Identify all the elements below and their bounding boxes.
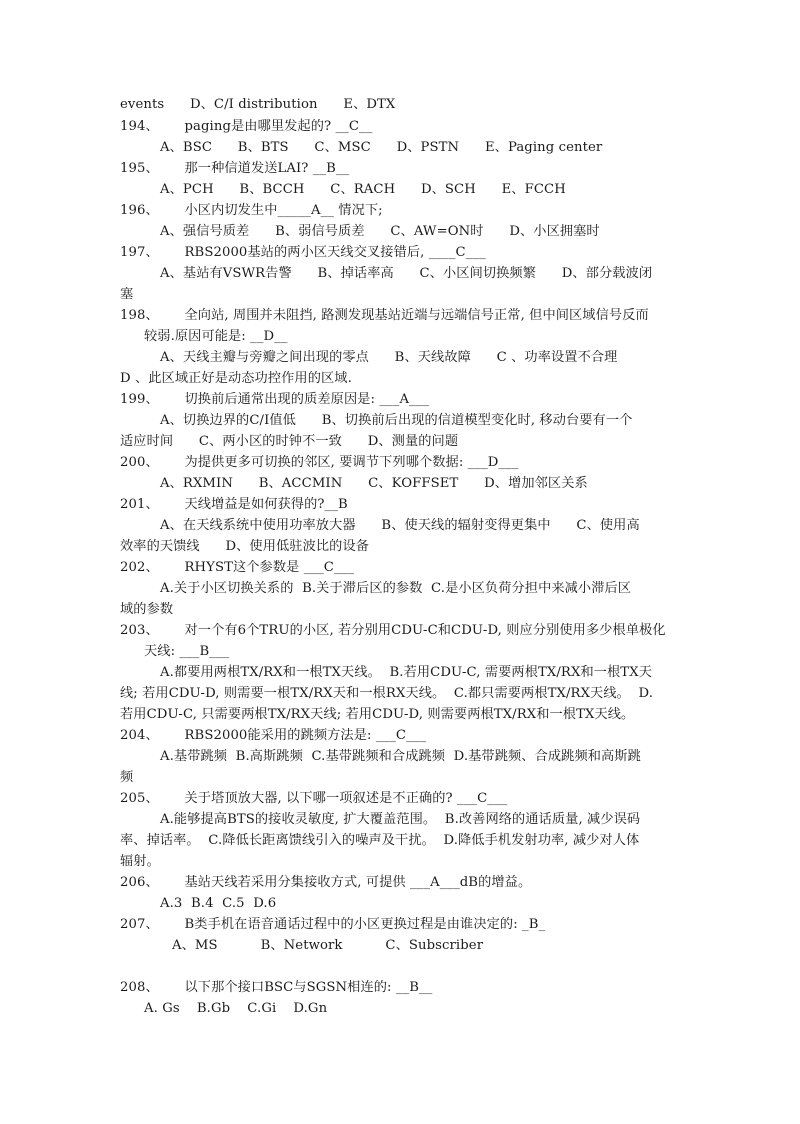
options-198-cont: D 、此区域正好是动态功控作用的区域. — [120, 371, 352, 386]
question-196: 196、 小区内切发生中_____A__ 情况下; — [120, 203, 383, 218]
text-line: events D、C/I distribution E、DTX — [120, 97, 396, 112]
options-199-cont: 适应时间 C、两小区的时钟不一致 D、测量的问题 — [120, 434, 459, 449]
options-201: A、在天线系统中使用功率放大器 B、使天线的辐射变得更集中 C、使用高 — [160, 518, 640, 533]
options-202: A.关于小区切换关系的 B.关于滞后区的参数 C.是小区负荷分担中来减小滞后区 — [160, 581, 632, 596]
options-197-cont: 塞 — [120, 287, 134, 302]
options-195: A、PCH B、BCCH C、RACH D、SCH E、FCCH — [160, 182, 566, 197]
options-196: A、强信号质差 B、弱信号质差 C、AW=ON时 D、小区拥塞时 — [160, 224, 600, 239]
question-202: 202、 RHYST这个参数是 ___C___ — [120, 560, 355, 575]
options-206: A.3 B.4 C.5 D.6 — [160, 896, 277, 911]
question-203: 203、 对一个有6个TRU的小区, 若分别用CDU-C和CDU-D, 则应分别使用多少根单极化 — [120, 623, 666, 638]
question-204: 204、 RBS2000能采用的跳频方法是: ___C___ — [120, 728, 427, 743]
options-208: A. Gs B.Gb C.Gi D.Gn — [144, 1001, 328, 1016]
question-205: 205、 关于塔顶放大器, 以下哪一项叙述是不正确的? ___C___ — [120, 791, 508, 806]
question-201: 201、 天线增益是如何获得的?__B — [120, 497, 348, 512]
question-197: 197、 RBS2000基站的两小区天线交叉接错后, ____C___ — [120, 245, 486, 260]
question-198-cont: 较弱.原因可能是: __D__ — [144, 329, 288, 344]
options-207: A、MS B、Network C、Subscriber — [172, 938, 484, 953]
options-194: A、BSC B、BTS C、MSC D、PSTN E、Paging center — [160, 140, 603, 155]
options-203-cont: 若用CDU-C, 只需要两根TX/RX天线; 若用CDU-D, 则需要两根TX/RX和一根TX天线。 — [120, 707, 635, 722]
question-199: 199、 切换前后通常出现的质差原因是: ___A___ — [120, 392, 430, 407]
question-195: 195、 那一种信道发送LAI? __B__ — [120, 161, 350, 176]
question-200: 200、 为提供更多可切换的邻区, 要调节下列哪个数据: ___D___ — [120, 455, 519, 470]
options-201-cont: 效率的天馈线 D、使用低驻波比的设备 — [120, 539, 370, 554]
options-203-cont: 线; 若用CDU-D, 则需要一根TX/RX天和一根RX天线。 C.都只需要两根TX/RX天线。 D. — [120, 686, 654, 701]
options-203: A.都要用两根TX/RX和一根TX天线。 B.若用CDU-C, 需要两根TX/RX和一根TX天 — [160, 665, 652, 680]
options-205-cont: 率、掉话率。 C.降低长距离馈线引入的噪声及干扰。 D.降低手机发射功率, 减少对人体 — [120, 833, 640, 848]
question-207: 207、 B类手机在语音通话过程中的小区更换过程是由谁决定的: _B_ — [120, 917, 546, 932]
options-204: A.基带跳频 B.高斯跳频 C.基带跳频和合成跳频 D.基带跳频、合成跳频和高斯跳 — [160, 749, 641, 764]
question-208: 208、 以下那个接口BSC与SGSN相连的: __B__ — [120, 980, 433, 995]
question-203-cont: 天线: ___B___ — [144, 644, 230, 659]
options-205: A.能够提高BTS的接收灵敏度, 扩大覆盖范围。 B.改善网络的通话质量, 减少误码 — [160, 812, 641, 827]
options-197: A、基站有VSWR告警 B、掉话率高 C、小区间切换频繁 D、部分载波闭 — [160, 266, 653, 281]
question-198: 198、 全向站, 周围并未阻挡, 路测发现基站近端与远端信号正常, 但中间区域信号反而 — [120, 308, 649, 323]
question-206: 206、 基站天线若采用分集接收方式, 可提供 ___A___dB的增益。 — [120, 875, 532, 890]
options-198: A、天线主瓣与旁瓣之间出现的零点 B、天线故障 C 、功率设置不合理 — [160, 350, 618, 365]
options-200: A、RXMIN B、ACCMIN C、KOFFSET D、增加邻区关系 — [160, 476, 588, 491]
options-205-cont: 辐射。 — [120, 854, 160, 869]
question-194: 194、 paging是由哪里发起的? __C__ — [120, 119, 373, 134]
options-202-cont: 域的参数 — [120, 602, 174, 617]
options-204-cont: 频 — [120, 770, 134, 785]
options-199: A、切换边界的C/I值低 B、切换前后出现的信道模型变化时, 移动台要有一个 — [160, 413, 633, 428]
